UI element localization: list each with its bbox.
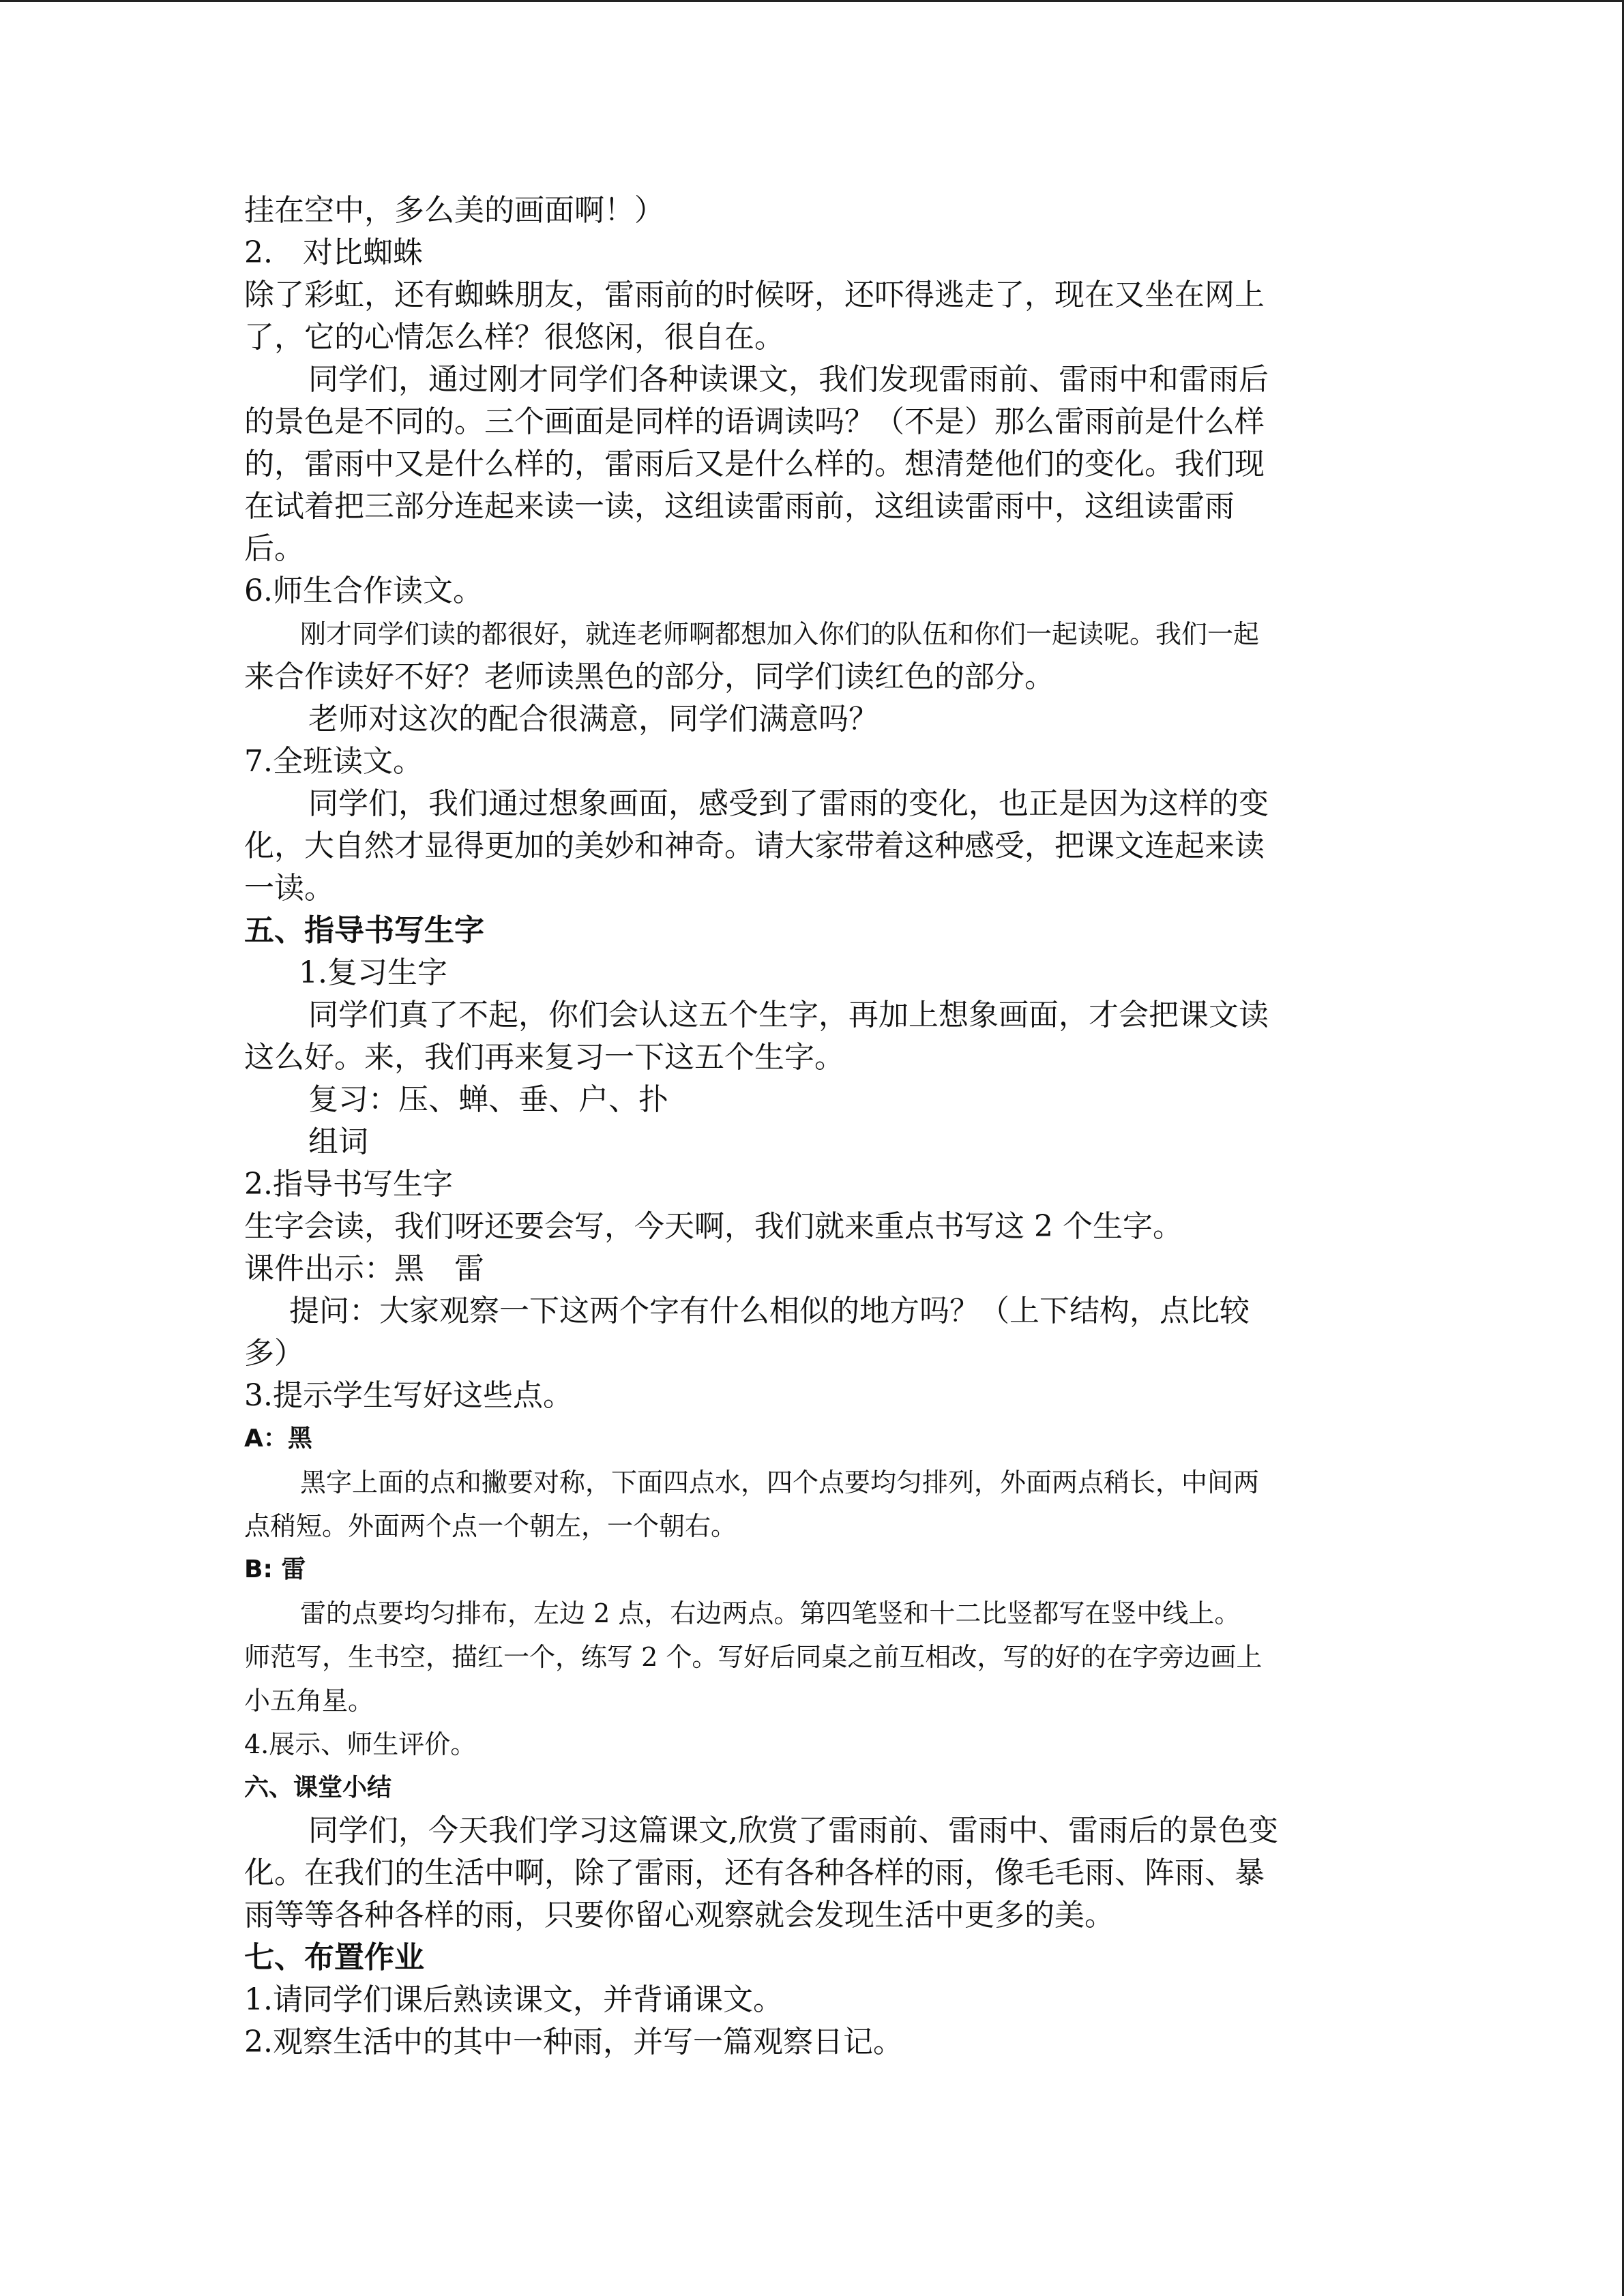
sub-heading: 2.指导书写生字 bbox=[244, 1167, 453, 1202]
text-line: 除了彩虹，还有蜘蛛朋友，雷雨前的时候呀，还吓得逃走了，现在又坐在网上 bbox=[244, 278, 1265, 312]
text-line: 点稍短。外面两个点一个朝左，一个朝右。 bbox=[244, 1511, 737, 1541]
section-heading: 六、课堂小结 bbox=[244, 1774, 392, 1802]
text-line: 化。在我们的生活中啊，除了雷雨，还有各种各样的雨，像毛毛雨、阵雨、暴 bbox=[244, 1855, 1265, 1890]
text-line: 生字会读，我们呀还要会写，今天啊，我们就来重点书写这 2 个生字。 bbox=[244, 1209, 1183, 1244]
paragraph-start: 刚才同学们读的都很好，就连老师啊都想加入你们的队伍和你们一起读呢。我们一起 bbox=[300, 619, 1260, 649]
text-line: 一读。 bbox=[244, 871, 334, 906]
paragraph-start: 提问：大家观察一下这两个字有什么相似的地方吗？（上下结构，点比较 bbox=[289, 1294, 1250, 1328]
paragraph-start: 雷的点要均匀排布，左边 2 点，右边两点。第四笔竖和十二比竖都写在竖中线上。 bbox=[300, 1598, 1241, 1628]
text-line: 这么好。来，我们再来复习一下这五个生字。 bbox=[244, 1040, 844, 1075]
section-heading: 七、布置作业 bbox=[244, 1940, 424, 1975]
numbered-item: 2. 对比蜘蛛 bbox=[244, 235, 423, 270]
document-page bbox=[244, 190, 1376, 2063]
text-line: 师范写，生书空，描红一个，练写 2 个。写好后同桌之前互相改，写的好的在字旁边画上 bbox=[244, 1642, 1263, 1672]
text-line: 了，它的心情怎么样？很悠闲，很自在。 bbox=[244, 320, 784, 355]
character-label: B: 雷 bbox=[244, 1555, 306, 1583]
text-line: 来合作读好不好？老师读黑色的部分，同学们读红色的部分。 bbox=[244, 659, 1054, 694]
text-line: 课件出示：黑 雷 bbox=[244, 1251, 484, 1286]
sub-heading: 3.提示学生写好这些点。 bbox=[244, 1378, 573, 1413]
paragraph-start: 黑字上面的点和撇要对称，下面四点水，四个点要均匀排列，外面两点稍长，中间两 bbox=[300, 1467, 1260, 1497]
character-label: A：黑 bbox=[244, 1425, 312, 1452]
text-line: 的，雷雨中又是什么样的，雷雨后又是什么样的。想清楚他们的变化。我们现 bbox=[244, 447, 1265, 481]
paragraph-start: 老师对这次的配合很满意，同学们满意吗？ bbox=[308, 702, 879, 736]
paragraph-start: 同学们真了不起，你们会认这五个生字，再加上想象画面，才会把课文读 bbox=[308, 998, 1269, 1032]
text-line: 雨等等各种各样的雨，只要你留心观察就会发现生活中更多的美。 bbox=[244, 1898, 1114, 1933]
text-line: 后。 bbox=[244, 531, 304, 566]
text-line: 的景色是不同的。三个画面是同样的语调读吗？（不是）那么雷雨前是什么样 bbox=[244, 404, 1265, 439]
step-heading: 4.展示、师生评价。 bbox=[244, 1729, 477, 1759]
review-characters: 复习：压、蝉、垂、户、扑 bbox=[308, 1082, 668, 1117]
sub-heading: 1.复习生字 bbox=[299, 955, 447, 990]
paragraph-start: 同学们，通过刚才同学们各种读课文，我们发现雷雨前、雷雨中和雷雨后 bbox=[308, 362, 1269, 397]
text-line: 挂在空中，多么美的画面啊！） bbox=[244, 193, 664, 228]
text-line: 在试着把三部分连起来读一读，这组读雷雨前，这组读雷雨中，这组读雷雨 bbox=[244, 489, 1235, 524]
text-line: 多） bbox=[244, 1336, 304, 1371]
text-line: 组词 bbox=[308, 1124, 368, 1159]
section-heading: 五、指导书写生字 bbox=[244, 913, 484, 948]
page-top-border bbox=[0, 0, 1624, 2]
step-heading: 7.全班读文。 bbox=[244, 744, 423, 779]
step-heading: 6.师生合作读文。 bbox=[244, 573, 483, 608]
homework-item: 1.请同学们课后熟读课文，并背诵课文。 bbox=[244, 1982, 783, 2017]
homework-item: 2.观察生活中的其中一种雨，并写一篇观察日记。 bbox=[244, 2025, 903, 2059]
paragraph-start: 同学们，今天我们学习这篇课文,欣赏了雷雨前、雷雨中、雷雨后的景色变 bbox=[308, 1813, 1278, 1848]
paragraph-start: 同学们，我们通过想象画面，感受到了雷雨的变化，也正是因为这样的变 bbox=[308, 786, 1269, 821]
text-line: 小五角星。 bbox=[244, 1686, 374, 1716]
text-line: 化，大自然才显得更加的美妙和神奇。请大家带着这种感受，把课文连起来读 bbox=[244, 829, 1265, 863]
